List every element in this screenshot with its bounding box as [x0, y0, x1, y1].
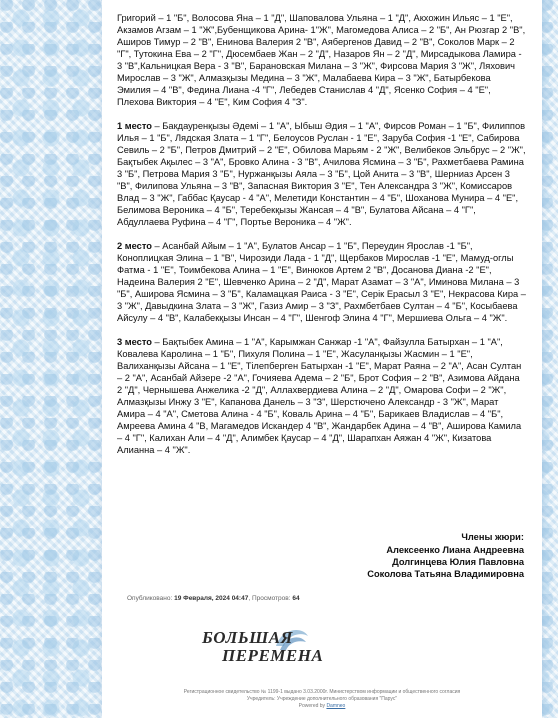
- published-label: Опубликовано:: [127, 595, 173, 602]
- third-place-heading: 3 место: [117, 337, 152, 347]
- footer-registration: Регистрационное свидетельство № 1199-1 выдано 3.03.2000г. Министерством информации и общественного согласия: [183, 689, 461, 695]
- article-meta: Опубликовано: 19 Февраля, 2024 04:47, Просмотров: 64: [127, 595, 300, 602]
- jury-member: Алексеенко Лиана Андреевна: [386, 545, 524, 555]
- third-place-paragraph: 3 место – Бақтыбек Амина – 1 "А", Карымжан Санжар -1 "А", Файзулла Батырхан – 1 "А", Ковалева Каролина – 1 "Б", Пихуля Полина – 1 "Е", Жасуланқызы Жасмин – 1 "Е", Валиханқызы Айсана – 1 "Е", Тілепберген Батырхан -1 "Е", Марат Раяна – 2 "А", Асан Султан – 2 "А", Асанбай Айзере -2 "А", Гочияева Адема – 2 "Б", Брот София – 2 "В", Азимова Айдана 2 "Д", Чернышева Анжелика -2 "Д", Аллахвердиева Алина – 2 "Д", Омарова Софи – 2 "Ж", Алмазқызы Инжу 3 "Е", Капанова Данель – 3 "З", Шерстючено Александр - 3 "Ж", Марат Амира – 4 "А", Сметова Алина - 4 "Б", Коваль Арина – 4 "Б", Барикаев Владислав – 4 "Б", Амреева Амина 4 "В, Магамедов Искандер 4 "В", Жандарбек Адина – 4 "В", Аширова Камила – 4 "Г", Калихан Али – 4 "Д", Алимбек Қаусар – 4 "Д", Шарапхан Аяжан 4 "Ж", Кизатова Алианна – 4 "Ж".: [117, 337, 522, 455]
- powered-by-link[interactable]: Damneo: [326, 703, 346, 709]
- participants-paragraph: Григорий – 1 "Б", Волосова Яна – 1 "Д", Шаповалова Ульяна – 1 "Д", Акхожин Ильяс – 1 "Е", Акзамов Агзам – 1 "Ж",Бубенщикова Арина- 1"Ж", Магомедова Алиса – 2 "Б", Ан Рюзгар 2 "В", Аширов Тимур – 2 "В", Енинова Валерия 2 "В", Аябергенов Давид – 2 "В", Соколов Марк – 2 "Г", Тутокина Ева – 2 "Г", Дюсембаев Жан – 2 "Д", Назаров Ян – 2 "Д", Мирсадыкова Ламира - 3 "В",Кальницкая Вера - 3 "В", Барановская Милана – 3 "Ж", Фирсова Мария 3 "Ж", Ляхович Мирослав – 3 "Ж", Алмазқызы Медина – 3 "Ж", Малабаева Кира – 3 "Ж", Батырбекова Эмилия – 4 "В", Федина Лиана -4 "Г", Лебедев Станислав 4 "Д", Ясенко София – 4 "Е", Плехова Виктория – 4 "Е", Ким София 4 "З".: [117, 13, 526, 107]
- jury-block: [264, 531, 524, 580]
- logo-text-line2: ПЕРЕМЕНА: [222, 646, 324, 665]
- views-label: Просмотров:: [251, 595, 291, 602]
- first-place-paragraph: 1 место – Бакдауренқызы Әдемі – 1 "А", Ыбыш Әдия – 1 "А", Фирсов Роман – 1 "Б", Филиппов Илья – 1 "Б", Лядская Злата – 1 "Г", Белоусов Руслан - 1 "Е", Заруба София -1 "Е", Сабирова Севиль – 2 "Б", Петров Дмитрий – 2 "Е", Обилова Марьям - 2 "Ж", Велибеков Эльбрус – 2 "Ж", Бақтыбек Ақылес – 3 "А", Бровко Алина - 3 "В", Ачилова Ясмина – 3 "Б", Рахметбаева Рамина 3 "Б", Петрова Мария 3 "Б", Нуржанқызы Аяла – 3 "Б", Цой Анита – 3 "В", Шерниаз Арсен 3 "В", Филипова Ульяна – 3 "В", Запасная Виктория 3 "Е", Тен Александра 3 "Ж", Комиссаров Влад – 3 "Ж", Габбас Қаусар - 4 "А", Мелетиди Константин – 4 "Б", Шоханова Мунира – 4 "Е", Белимова Вероника – 4 "Б", Теребекқызы Жансая – 4 "В", Булатова Айсана – 4 "Г", Абдуллаева Руфина – 4 "Г", Портье Вероника – 4 "Ж".: [117, 121, 526, 227]
- article-content: [102, 0, 542, 718]
- second-place-paragraph: 2 место – Асанбай Айым – 1 "А", Булатов Ансар – 1 "Б", Переудин Ярослав -1 "Б", Коноплицкая Элина – 1 "В", Чирозиди Лада - 1 "Д", Щербаков Мирослав -1 "Е", Мамуд-оглы Фатма - 1 "Е", Тоимбекова Алина – 1 "Е", Винюков Артем 2 "В", Досанова Диана -2 "Е", Надеина Валерия 2 "Е", Шевченко Арина – 2 "Д", Марат Азамат – 3 "А", Иминова Милана – 3 "Б", Аширова Ясмина – 3 "Б", Каламацкая Раиса - 3 "Е", Серік Ерасыл 3 "Е", Некрасова Кира – 3 "Ж", Давыдкина Злата – 3 "Ж", Газиз Амир – 3 "З", Рахмбетбаев Султан – 4 "Б", Косыбаева Айсулу – 4 "В", Калабекқызы Инсан – 4 "Г", Шенгоф Элина 4 "Г", Мершиева Ольга – 4 "Ж".: [117, 241, 526, 323]
- second-place-heading: 2 место: [117, 241, 152, 251]
- footer-powered: Powered by Damneo: [298, 703, 346, 709]
- article-body: [117, 0, 527, 468]
- jury-member: Долгинцева Юлия Павловна: [392, 557, 524, 567]
- site-footer: [102, 689, 542, 710]
- first-place-heading: 1 место: [117, 121, 152, 131]
- published-date: 19 Февраля, 2024 04:47: [174, 595, 249, 602]
- views-count: 64: [292, 595, 300, 602]
- footer-founder: Учредитель: Учреждение дополнительного образования "Парус": [246, 696, 398, 702]
- jury-title: Члены жюри:: [461, 532, 524, 542]
- jury-member: Соколова Татьяна Владимировна: [367, 569, 524, 579]
- logo-text-line1: БОЛЬШАЯ: [202, 628, 293, 647]
- site-logo[interactable]: [202, 628, 382, 678]
